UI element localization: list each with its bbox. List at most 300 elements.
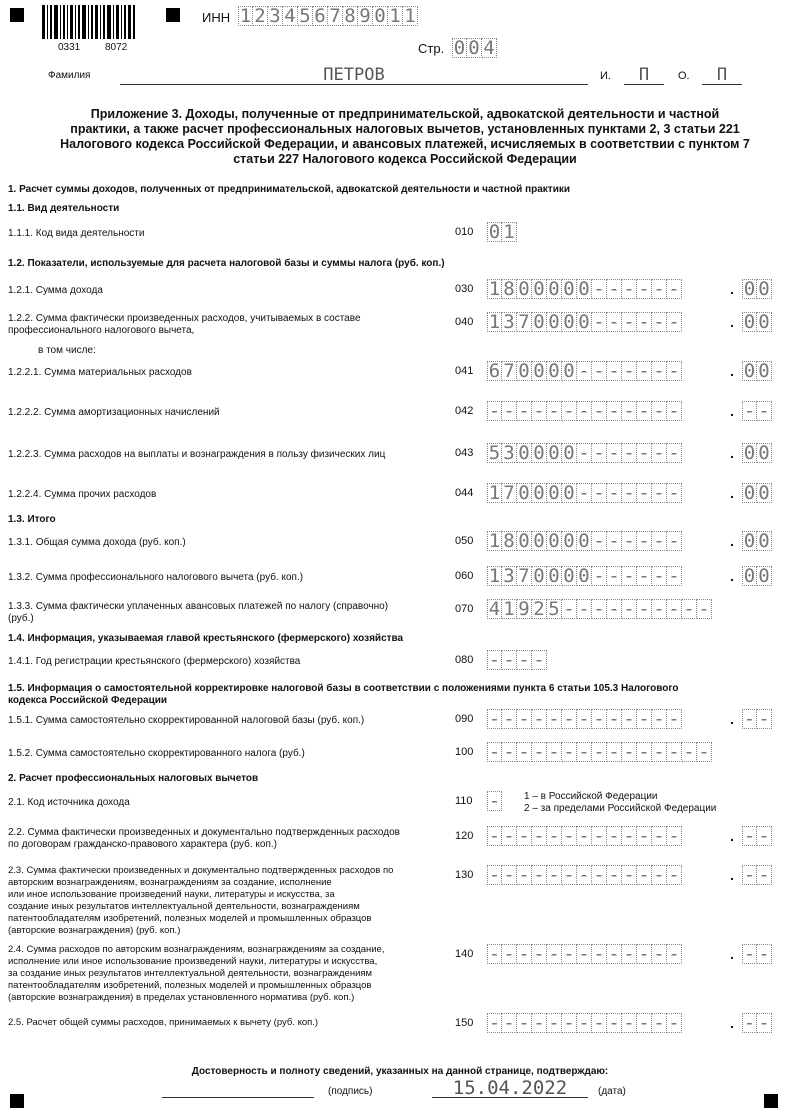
- digit-cell[interactable]: 0: [547, 566, 562, 586]
- digit-cell[interactable]: -: [652, 1013, 667, 1033]
- digit-cell[interactable]: -: [667, 826, 682, 846]
- digit-cell[interactable]: -: [607, 826, 622, 846]
- digit-cell[interactable]: 1: [403, 6, 418, 26]
- digit-cell[interactable]: 2: [253, 6, 268, 26]
- digit-cell[interactable]: -: [532, 1013, 547, 1033]
- digit-cell[interactable]: -: [502, 742, 517, 762]
- digit-cell[interactable]: 5: [298, 6, 313, 26]
- digit-cell[interactable]: 0: [532, 312, 547, 332]
- digit-cell[interactable]: 0: [532, 279, 547, 299]
- digit-cell[interactable]: -: [637, 361, 652, 381]
- digit-cell[interactable]: -: [622, 826, 637, 846]
- digit-cell[interactable]: 0: [547, 312, 562, 332]
- digit-cell[interactable]: -: [652, 279, 667, 299]
- digit-cell[interactable]: -: [577, 944, 592, 964]
- digit-cell[interactable]: -: [607, 865, 622, 885]
- name-label: И.: [600, 70, 611, 82]
- digit-cell[interactable]: -: [637, 599, 652, 619]
- row-code: 042: [455, 405, 474, 417]
- row-code: 100: [455, 746, 474, 758]
- digit-cell[interactable]: -: [622, 483, 637, 503]
- digit-cell[interactable]: 3: [502, 312, 517, 332]
- digit-cell[interactable]: -: [562, 599, 577, 619]
- digit-cell[interactable]: -: [652, 531, 667, 551]
- digit-cell[interactable]: -: [622, 443, 637, 463]
- digit-cell[interactable]: 3: [268, 6, 283, 26]
- row-code: 060: [455, 570, 474, 582]
- amount-int-cells: [487, 361, 682, 381]
- digit-cell[interactable]: -: [577, 865, 592, 885]
- digit-cell[interactable]: -: [667, 1013, 682, 1033]
- digit-cell[interactable]: 1: [488, 311, 501, 333]
- digit-cell[interactable]: -: [577, 483, 592, 503]
- digit-cell[interactable]: -: [622, 865, 637, 885]
- row-code: 030: [455, 283, 474, 295]
- digit-cell[interactable]: -: [562, 1013, 577, 1033]
- digit-cell[interactable]: -: [652, 599, 667, 619]
- digit-cell[interactable]: -: [607, 1013, 622, 1033]
- digit-cell[interactable]: 0: [562, 483, 577, 503]
- digit-cell[interactable]: 3: [502, 443, 517, 463]
- digit-cell[interactable]: -: [502, 709, 517, 729]
- digit-cell[interactable]: -: [562, 944, 577, 964]
- digit-cell[interactable]: -: [488, 943, 501, 965]
- confirmation-text: Достоверность и полноту сведений, указанных на данной странице, подтверждаю:: [191, 1066, 609, 1077]
- digit-cell[interactable]: -: [592, 443, 607, 463]
- digit-cell[interactable]: 1: [388, 6, 403, 26]
- digit-cell[interactable]: 0: [532, 443, 547, 463]
- digit-cell[interactable]: -: [607, 279, 622, 299]
- row-code: 130: [455, 869, 474, 881]
- row-label: 1.2.2.2. Сумма амортизационных начислений: [8, 407, 220, 418]
- digit-cell[interactable]: 0: [547, 443, 562, 463]
- digit-cell[interactable]: 0: [562, 566, 577, 586]
- digit-cell[interactable]: 0: [532, 566, 547, 586]
- digit-cell[interactable]: -: [667, 279, 682, 299]
- digit-cell[interactable]: -: [517, 865, 532, 885]
- digit-cell[interactable]: -: [592, 944, 607, 964]
- digit-cell[interactable]: 0: [743, 278, 756, 300]
- digit-cell[interactable]: 0: [743, 530, 756, 552]
- digit-cell[interactable]: -: [757, 709, 772, 729]
- digit-cell[interactable]: -: [697, 599, 712, 619]
- digit-cell[interactable]: -: [622, 1013, 637, 1033]
- amount-frac-cells: [742, 531, 772, 551]
- decimal-point: .: [730, 1015, 734, 1031]
- digit-cell[interactable]: 8: [502, 531, 517, 551]
- digit-cell[interactable]: -: [547, 865, 562, 885]
- income-source-note-1: 1 – в Российской Федерации: [524, 791, 658, 802]
- digit-cell[interactable]: 6: [313, 6, 328, 26]
- digit-cell[interactable]: 0: [757, 483, 772, 503]
- section-1-3-heading: 1.3. Итого: [8, 514, 56, 525]
- digit-cell[interactable]: -: [607, 361, 622, 381]
- digit-cell[interactable]: 0: [532, 531, 547, 551]
- digit-cell[interactable]: -: [532, 865, 547, 885]
- digit-cell[interactable]: -: [622, 742, 637, 762]
- digit-cell[interactable]: 5: [488, 442, 501, 464]
- digit-cell[interactable]: -: [637, 826, 652, 846]
- row-code: 010: [455, 226, 474, 238]
- digit-cell[interactable]: -: [517, 709, 532, 729]
- digit-cell[interactable]: -: [667, 599, 682, 619]
- row-code: 080: [455, 654, 474, 666]
- digit-cell[interactable]: 0: [467, 38, 482, 58]
- digit-cell[interactable]: -: [757, 401, 772, 421]
- name-value: П: [638, 65, 650, 85]
- digit-cell[interactable]: 0: [743, 311, 756, 333]
- digit-cell[interactable]: -: [592, 401, 607, 421]
- amount-int-cells: [487, 443, 682, 463]
- digit-cell[interactable]: -: [697, 742, 712, 762]
- digit-cell[interactable]: -: [517, 1013, 532, 1033]
- digit-cell[interactable]: -: [637, 1013, 652, 1033]
- digit-cell[interactable]: -: [607, 531, 622, 551]
- digit-cell[interactable]: -: [622, 401, 637, 421]
- digit-cell[interactable]: 1: [488, 565, 501, 587]
- amount-frac-cells: [742, 865, 772, 885]
- digit-cell[interactable]: 2: [532, 599, 547, 619]
- digit-cell[interactable]: 0: [757, 443, 772, 463]
- amount-int-cells: [487, 566, 682, 586]
- digit-cell[interactable]: -: [652, 361, 667, 381]
- digit-cell[interactable]: 1: [502, 222, 517, 242]
- digit-cell[interactable]: 0: [562, 312, 577, 332]
- digit-cell[interactable]: -: [562, 709, 577, 729]
- digit-cell[interactable]: -: [592, 566, 607, 586]
- digit-cell[interactable]: -: [592, 483, 607, 503]
- digit-cell[interactable]: -: [652, 742, 667, 762]
- digit-cell[interactable]: -: [577, 742, 592, 762]
- digit-cell[interactable]: -: [652, 709, 667, 729]
- digit-cell[interactable]: -: [547, 826, 562, 846]
- digit-cell[interactable]: -: [607, 709, 622, 729]
- digit-cell[interactable]: -: [652, 483, 667, 503]
- amount-int-cells: [487, 279, 682, 299]
- digit-cell[interactable]: -: [622, 531, 637, 551]
- row-label: 1.5.2. Сумма самостоятельно скорректированного налога (руб.): [8, 748, 305, 759]
- digit-cell[interactable]: 0: [517, 279, 532, 299]
- corner-marker: [166, 8, 180, 22]
- digit-cell[interactable]: -: [547, 401, 562, 421]
- digit-cell[interactable]: -: [757, 1013, 772, 1033]
- digit-cell[interactable]: -: [502, 944, 517, 964]
- digit-cell[interactable]: 0: [547, 361, 562, 381]
- digit-cell[interactable]: -: [667, 944, 682, 964]
- amount-frac-cells: [742, 709, 772, 729]
- digit-cell[interactable]: -: [652, 865, 667, 885]
- digit-cell[interactable]: -: [577, 443, 592, 463]
- digit-cell[interactable]: 0: [757, 279, 772, 299]
- digit-cell[interactable]: -: [622, 312, 637, 332]
- digit-cell[interactable]: 0: [517, 443, 532, 463]
- digit-cell[interactable]: -: [757, 944, 772, 964]
- digit-cell[interactable]: -: [637, 312, 652, 332]
- digit-cell[interactable]: -: [488, 741, 501, 763]
- digit-cell[interactable]: -: [757, 865, 772, 885]
- digit-cell[interactable]: -: [743, 1012, 756, 1034]
- digit-cell[interactable]: -: [562, 865, 577, 885]
- digit-cell[interactable]: -: [667, 361, 682, 381]
- digit-cell[interactable]: -: [667, 483, 682, 503]
- digit-cell[interactable]: -: [637, 566, 652, 586]
- amount-frac-cells: [742, 401, 772, 421]
- digit-cell[interactable]: -: [502, 826, 517, 846]
- digit-cell[interactable]: 0: [757, 566, 772, 586]
- digit-cell[interactable]: 0: [743, 565, 756, 587]
- digit-cell[interactable]: -: [502, 401, 517, 421]
- decimal-point: .: [730, 711, 734, 727]
- digit-cell[interactable]: -: [652, 443, 667, 463]
- digit-cell[interactable]: -: [577, 401, 592, 421]
- digit-cell[interactable]: -: [637, 944, 652, 964]
- digit-cell[interactable]: -: [652, 312, 667, 332]
- digit-cell[interactable]: 4: [488, 598, 501, 620]
- digit-cell[interactable]: 0: [743, 482, 756, 504]
- digit-cell[interactable]: -: [488, 708, 501, 730]
- digit-cell[interactable]: 1: [239, 5, 252, 27]
- section-1-5-heading: 1.5. Информация о самостоятельной корректировке налоговой базы в соответствии с положениями пункта 6 статьи 105.3 Налогового кодекса Российской Федерации: [8, 683, 679, 706]
- digit-cell[interactable]: 1: [502, 599, 517, 619]
- digit-cell[interactable]: -: [607, 401, 622, 421]
- digit-cell[interactable]: -: [577, 361, 592, 381]
- digit-cell[interactable]: -: [532, 826, 547, 846]
- digit-cell[interactable]: -: [547, 742, 562, 762]
- digit-cell[interactable]: -: [488, 400, 501, 422]
- row-label: 2.2. Сумма фактически произведенных и документально подтвержденных расходов по договорам гражданско-правового характера (руб. коп.): [8, 827, 400, 850]
- digit-cell[interactable]: -: [743, 708, 756, 730]
- amount-frac-cells: [742, 361, 772, 381]
- digit-cell[interactable]: -: [488, 790, 501, 812]
- digit-cell[interactable]: -: [547, 709, 562, 729]
- digit-cell[interactable]: -: [743, 864, 756, 886]
- digit-cell[interactable]: 0: [743, 442, 756, 464]
- digit-cell[interactable]: -: [562, 742, 577, 762]
- digit-cell[interactable]: 6: [488, 360, 501, 382]
- digit-cell[interactable]: -: [637, 865, 652, 885]
- digit-cell[interactable]: -: [607, 443, 622, 463]
- digit-cell[interactable]: -: [622, 361, 637, 381]
- digit-cell[interactable]: -: [577, 709, 592, 729]
- digit-cell[interactable]: -: [637, 483, 652, 503]
- digit-cell[interactable]: -: [743, 943, 756, 965]
- digit-cell[interactable]: -: [592, 709, 607, 729]
- digit-cell[interactable]: -: [488, 864, 501, 886]
- digit-cell[interactable]: -: [667, 443, 682, 463]
- digit-cell[interactable]: -: [592, 279, 607, 299]
- digit-cell[interactable]: -: [517, 742, 532, 762]
- digit-cell[interactable]: 5: [547, 599, 562, 619]
- amount-frac-cells: [742, 1013, 772, 1033]
- digit-cell[interactable]: -: [488, 825, 501, 847]
- date-value[interactable]: 15.04.2022: [452, 1077, 568, 1099]
- row-label: 1.2.2.1. Сумма материальных расходов: [8, 367, 192, 378]
- digit-cell[interactable]: -: [517, 650, 532, 670]
- digit-cell[interactable]: -: [667, 401, 682, 421]
- digit-cell[interactable]: 8: [343, 6, 358, 26]
- digit-cell[interactable]: 0: [547, 279, 562, 299]
- digit-cell[interactable]: -: [637, 742, 652, 762]
- digit-cell[interactable]: 9: [358, 6, 373, 26]
- digit-cell[interactable]: -: [607, 483, 622, 503]
- amount-frac-cells: [742, 483, 772, 503]
- digit-cell[interactable]: 0: [757, 531, 772, 551]
- digit-cell[interactable]: -: [622, 599, 637, 619]
- digit-cell[interactable]: -: [532, 742, 547, 762]
- digit-cell[interactable]: -: [607, 312, 622, 332]
- digit-cell[interactable]: -: [637, 279, 652, 299]
- digit-cell[interactable]: 7: [328, 6, 343, 26]
- digit-cell[interactable]: -: [637, 443, 652, 463]
- digit-cell[interactable]: -: [592, 1013, 607, 1033]
- digit-cell[interactable]: -: [652, 566, 667, 586]
- digit-cell[interactable]: 0: [562, 531, 577, 551]
- digit-cell[interactable]: -: [592, 742, 607, 762]
- digit-cell[interactable]: -: [622, 944, 637, 964]
- digit-cell[interactable]: 0: [562, 361, 577, 381]
- digit-cell[interactable]: -: [502, 1013, 517, 1033]
- digit-cell[interactable]: -: [637, 531, 652, 551]
- digit-cell[interactable]: -: [637, 709, 652, 729]
- digit-cell[interactable]: 7: [502, 361, 517, 381]
- digit-cell[interactable]: -: [577, 599, 592, 619]
- row-label: 1.3.3. Сумма фактически уплаченных авансовых платежей по налогу (справочно) (руб.): [8, 601, 389, 624]
- digit-cell[interactable]: -: [667, 531, 682, 551]
- amount-frac-cells: [742, 826, 772, 846]
- digit-cell[interactable]: 0: [532, 483, 547, 503]
- digit-cell[interactable]: -: [667, 709, 682, 729]
- corner-marker: [764, 1094, 778, 1108]
- digit-cell[interactable]: -: [667, 865, 682, 885]
- digit-cell[interactable]: -: [517, 826, 532, 846]
- digit-cell[interactable]: -: [592, 361, 607, 381]
- digit-cell[interactable]: 0: [562, 443, 577, 463]
- digit-cell[interactable]: 0: [517, 531, 532, 551]
- digit-cell[interactable]: 0: [488, 221, 501, 243]
- digit-cell[interactable]: 0: [532, 361, 547, 381]
- digit-cell[interactable]: -: [607, 944, 622, 964]
- digit-cell[interactable]: -: [682, 742, 697, 762]
- digit-cell[interactable]: -: [517, 944, 532, 964]
- digit-cell[interactable]: -: [562, 826, 577, 846]
- digit-cell[interactable]: -: [532, 401, 547, 421]
- digit-cell[interactable]: -: [577, 826, 592, 846]
- digit-cell[interactable]: -: [622, 279, 637, 299]
- digit-cell[interactable]: 0: [757, 312, 772, 332]
- in-that-number-label: в том числе:: [38, 345, 96, 356]
- signature-line[interactable]: [162, 1097, 314, 1098]
- digit-cell[interactable]: -: [502, 650, 517, 670]
- digit-cell[interactable]: -: [488, 649, 501, 671]
- amount-int-cells: [487, 1013, 682, 1033]
- digit-cell[interactable]: 7: [502, 483, 517, 503]
- digit-cell[interactable]: 7: [517, 566, 532, 586]
- digit-cell[interactable]: -: [517, 401, 532, 421]
- digit-cell[interactable]: -: [637, 401, 652, 421]
- digit-cell[interactable]: 0: [562, 279, 577, 299]
- digit-cell[interactable]: 0: [757, 361, 772, 381]
- digit-cell[interactable]: 4: [482, 38, 497, 58]
- digit-cell[interactable]: 0: [453, 37, 466, 59]
- amount-frac-cells: [742, 279, 772, 299]
- digit-cell[interactable]: -: [532, 650, 547, 670]
- digit-cell[interactable]: -: [547, 944, 562, 964]
- digit-cell[interactable]: 1: [488, 278, 501, 300]
- digit-cell[interactable]: -: [592, 865, 607, 885]
- digit-cell[interactable]: 0: [517, 361, 532, 381]
- digit-cell[interactable]: -: [532, 944, 547, 964]
- digit-cell[interactable]: 4: [283, 6, 298, 26]
- digit-cell[interactable]: 0: [577, 312, 592, 332]
- decimal-point: .: [730, 485, 734, 501]
- amount-int-cells: [487, 531, 682, 551]
- digit-cell[interactable]: 0: [517, 483, 532, 503]
- digit-cell[interactable]: -: [532, 709, 547, 729]
- row-code: 070: [455, 603, 474, 615]
- digit-cell[interactable]: 0: [743, 360, 756, 382]
- digit-cell[interactable]: 1: [488, 482, 501, 504]
- decimal-point: .: [730, 281, 734, 297]
- digit-cell[interactable]: 9: [517, 599, 532, 619]
- digit-cell[interactable]: 0: [547, 531, 562, 551]
- digit-cell[interactable]: -: [488, 1012, 501, 1034]
- digit-cell[interactable]: -: [592, 599, 607, 619]
- digit-cell[interactable]: 7: [517, 312, 532, 332]
- amount-frac-cells: [742, 566, 772, 586]
- digit-cell[interactable]: -: [652, 401, 667, 421]
- digit-cell[interactable]: -: [652, 944, 667, 964]
- digit-cell[interactable]: -: [622, 566, 637, 586]
- digit-cell[interactable]: -: [667, 312, 682, 332]
- digit-cell[interactable]: -: [667, 566, 682, 586]
- digit-cell[interactable]: -: [622, 709, 637, 729]
- digit-cell[interactable]: -: [743, 825, 756, 847]
- amount-int-cells: [487, 312, 682, 332]
- row-label: 1.2.2.4. Сумма прочих расходов: [8, 489, 157, 500]
- digit-cell[interactable]: 0: [547, 483, 562, 503]
- decimal-point: .: [730, 533, 734, 549]
- digit-cell[interactable]: 0: [577, 531, 592, 551]
- digit-cell[interactable]: 3: [502, 566, 517, 586]
- digit-cell[interactable]: -: [667, 742, 682, 762]
- digit-cell[interactable]: 0: [577, 566, 592, 586]
- digit-cell[interactable]: -: [607, 742, 622, 762]
- digit-cell[interactable]: -: [577, 1013, 592, 1033]
- decimal-point: .: [730, 946, 734, 962]
- digit-cell[interactable]: -: [652, 826, 667, 846]
- digit-cell[interactable]: -: [592, 531, 607, 551]
- section-2-heading: 2. Расчет профессиональных налоговых вычетов: [8, 773, 259, 784]
- row-code: 043: [455, 447, 474, 459]
- digit-cell[interactable]: -: [743, 400, 756, 422]
- digit-cell[interactable]: 1: [488, 530, 501, 552]
- digit-cell[interactable]: -: [607, 599, 622, 619]
- digit-cell[interactable]: -: [607, 566, 622, 586]
- digit-cell[interactable]: 8: [502, 279, 517, 299]
- surname-label: Фамилия: [48, 70, 91, 81]
- digit-cell[interactable]: 0: [577, 279, 592, 299]
- digit-cell[interactable]: -: [757, 826, 772, 846]
- section-1-4-heading: 1.4. Информация, указываемая главой крестьянского (фермерского) хозяйства: [8, 633, 404, 644]
- digit-cell[interactable]: -: [562, 401, 577, 421]
- digit-cell[interactable]: -: [547, 1013, 562, 1033]
- digit-cell[interactable]: 0: [373, 6, 388, 26]
- digit-cell[interactable]: -: [502, 865, 517, 885]
- digit-cell[interactable]: -: [682, 599, 697, 619]
- row-code: 140: [455, 948, 474, 960]
- digit-cell[interactable]: -: [592, 826, 607, 846]
- digit-cell[interactable]: -: [592, 312, 607, 332]
